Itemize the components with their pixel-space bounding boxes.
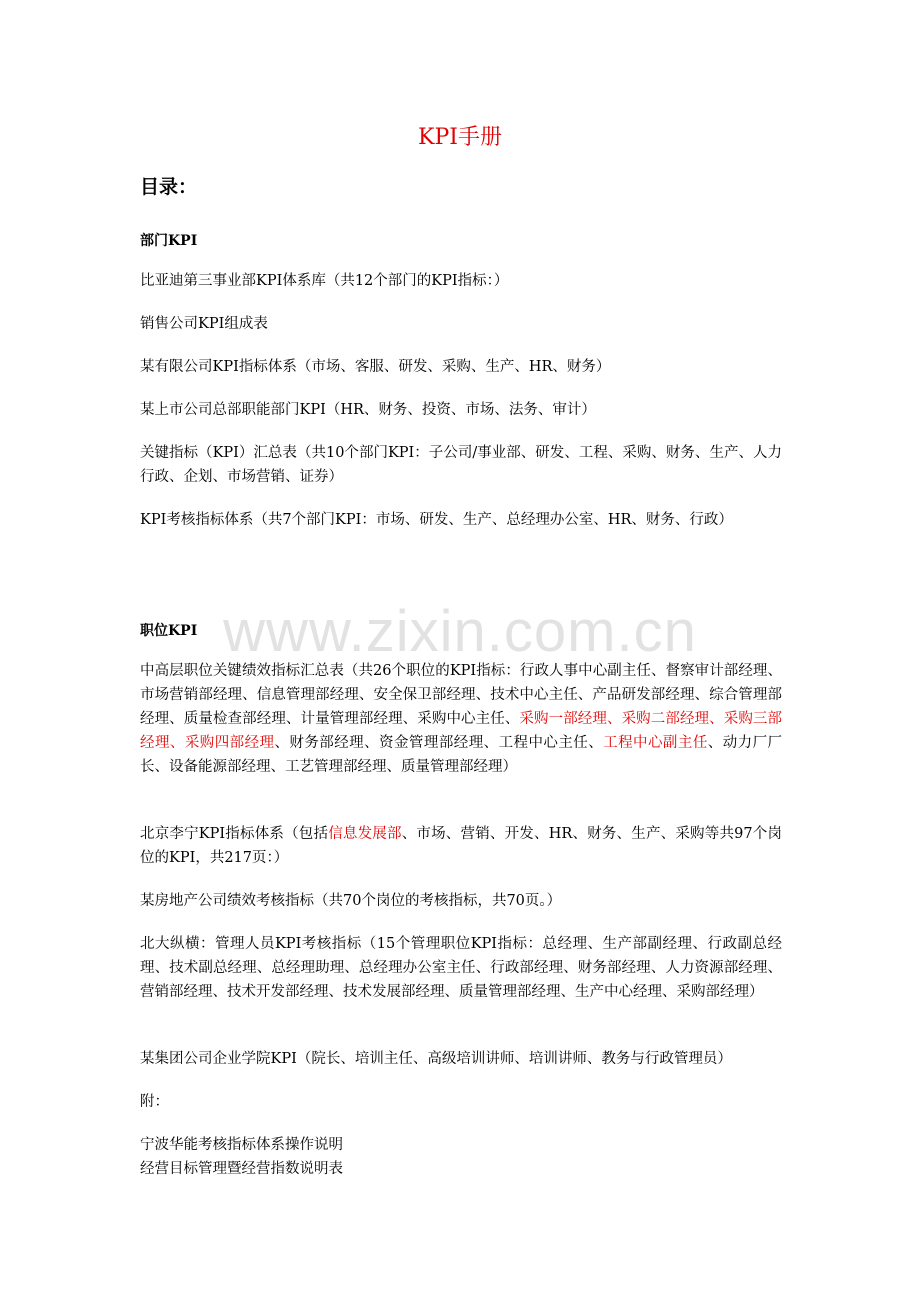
text-segment: 中高层职位关键绩效指标汇总表（共26个职位的KPI指标：行政人事中心副主任、督察审计部经理、市场营销部经理、信息管理部经理、安全保卫部经理、技术中心主任、产品研发部经理、综合管理部经理、质量检查部经理、计量管理部经理、采购中心主任、 — [140, 663, 782, 727]
text-segment: 、市场、营销、开发、HR、财务、生产、采购等共97个岗位的KPI，共217页：） — [140, 826, 782, 866]
position-item-real-estate: 某房地产公司绩效考核指标（共70个岗位的考核指标，共70页。） — [140, 893, 562, 909]
dept-item-byd: 比亚迪第三事业部KPI体系库（共12个部门的KPI指标：） — [140, 273, 509, 289]
appendix-item-business-index: 经营目标管理暨经营指数说明表 — [140, 1161, 343, 1177]
position-item-lining — [140, 822, 782, 870]
text-segment: 、动力厂厂长、设备能源部经理、工艺管理部经理、质量管理部经理） — [140, 735, 783, 775]
highlighted-text: 采购一部经理、采购二部经理、采购三部经理、采购四部经理 — [140, 711, 783, 751]
highlighted-text: 工程中心副主任 — [603, 735, 708, 751]
document-title: KPI手册 — [418, 125, 502, 150]
toc-heading: 目录： — [140, 176, 198, 198]
appendix-label: 附： — [140, 1094, 169, 1110]
dept-item-kpi-summary: 关键指标（KPI）汇总表（共10个部门KPI：子公司/事业部、研发、工程、采购、财务、生产、人力行政、企划、市场营销、证券） — [140, 445, 782, 485]
dept-kpi-heading: 部门KPI — [140, 233, 198, 249]
dept-item-kpi-system: KPI考核指标体系（共7个部门KPI：市场、研发、生产、总经理办公室、HR、财务、行政） — [140, 512, 733, 528]
text-segment: 、财务部经理、资金管理部经理、工程中心主任、 — [274, 735, 604, 751]
position-item-beida: 北大纵横：管理人员KPI考核指标（15个管理职位KPI指标：总经理、生产部副经理、行政副总经理、技术副总经理、总经理助理、总经理办公室主任、行政部经理、财务部经理、人力资源部经理、营销部经理、技术开发部经理、技术发展部经理、质量管理部经理、生产中心经理、采购部经理） — [140, 936, 782, 1000]
dept-item-listed-co: 某上市公司总部职能部门KPI（HR、财务、投资、市场、法务、审计） — [140, 402, 596, 418]
dept-item-sales: 销售公司KPI组成表 — [140, 316, 268, 332]
highlighted-text: 信息发展部 — [328, 826, 402, 842]
position-item-senior-summary — [140, 659, 782, 779]
text-segment: 北京李宁KPI指标体系（包括 — [140, 826, 329, 842]
position-item-academy: 某集团公司企业学院KPI（院长、培训主任、高级培训讲师、培训讲师、教务与行政管理员） — [140, 1051, 732, 1067]
watermark: www.zixin.com.cn — [223, 599, 697, 664]
dept-item-limited-co: 某有限公司KPI指标体系（市场、客服、研发、采购、生产、HR、财务） — [140, 359, 611, 375]
appendix-item-ningbo: 宁波华能考核指标体系操作说明 — [140, 1137, 343, 1153]
position-kpi-heading: 职位KPI — [140, 623, 198, 639]
